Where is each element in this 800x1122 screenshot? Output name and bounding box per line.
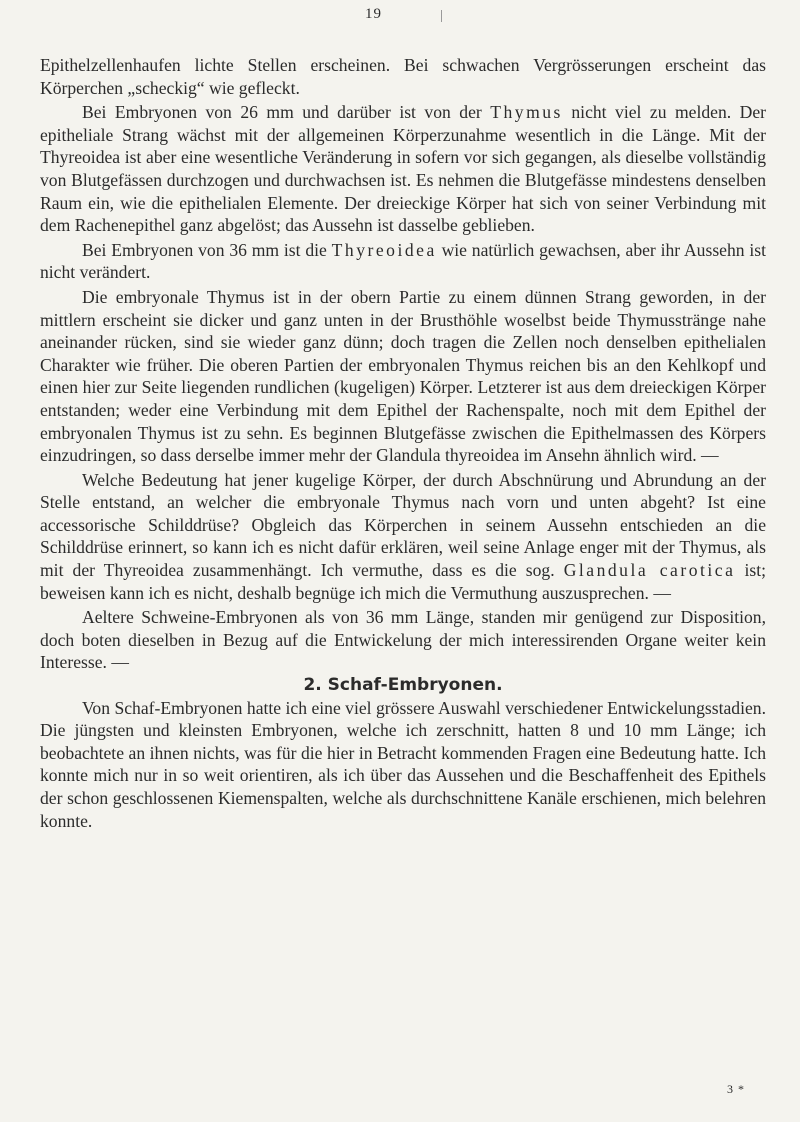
signature-mark: 3 *	[727, 1082, 745, 1096]
paragraph-2	[40, 101, 766, 237]
paragraph-1: Epithelzellenhaufen lichte Stellen erscheinen. Bei schwachen Vergrösserungen erscheint das Körperchen „scheckig“ wie gefleckt.	[40, 55, 766, 98]
paragraph-2-text-b: nicht viel zu melden. Der epitheliale Strang wächst mit der allgemeinen Körperzunahme wesentlich in die Länge. Mit der Thyreoidea ist aber eine wesentliche Veränderung in sofern vor sich gegangen, als dieselbe vollständig von Blutgefässen durchzogen und durchwachsen ist. Es nehmen die Blutgefässe mindestens denselben Raum ein, wie die epithelialen Elemente. Der dreieckige Körper hat sich von seiner Verbindung mit dem Rachenepithel ganz abgelöst; das Aussehn ist dasselbe geblieben.	[40, 102, 767, 236]
paragraph-5-text-a: Welche Bedeutung hat jener kugelige Körper, der durch Abschnürung und Abrundung an der Stelle entstand, an welcher die embryonale Thymus nach vorn und unten abgeht? Ist eine accessorische Schilddrüse? Obgleich das Körperchen in seinem Aussehn entschieden an die Schilddrüse erinnert, so kann ich es nicht dafür erklären, weil seine Anlage enger mit der Thymus, als mit der Thyreoidea zusammenhängt. Ich vermuthe, dass es die sog.	[40, 469, 766, 581]
section-paragraph: Von Schaf-Embryonen hatte ich eine viel grössere Auswahl verschiedener Entwickelungsstadien. Die jüngsten und kleinsten Embryonen, welche ich zerschnitt, hatten 8 und 10 mm Länge; ich beobachtete an ihnen nichts, was für die hier in Betracht kommenden Fragen eine Bedeutung hatte. Ich konnte mich nur in so weit orientiren, als ich über das Aussehen und die Beschaffenheit des Epithels der schon geschlossenen Kiemenspalten, welche als durchschnittene Kanäle erschienen, mich belehren konnte.	[40, 697, 766, 831]
term-thyreoidea: Thyreoidea	[331, 239, 437, 260]
paragraph-4: Die embryonale Thymus ist in der obern Partie zu einem dünnen Strang geworden, in der mittlern erscheint sie dicker und ganz unten in der Brusthöhle woselbst beide Thymusstränge nahe aneinander rücken, sind sie wieder ganz dünn; doch tragen die Zellen noch denselben epithelialen Charakter wie früher. Die oberen Partien der embryonalen Thymus reichen bis an den Kehlkopf und einen hier zur Seite liegenden rundlichen (kugeligen) Körper. Letzterer ist aus dem dreieckigen Körper entstanden; weder eine Verbindung mit dem Epithel der Rachenspalte, noch mit dem Epithel der embryonalen Thymus ist zu sehn. Es beginnen Blutgefässe zwischen die Epithelmassen des Körpers einzudringen, so dass derselbe immer mehr der Glandula thyreoidea im Ansehn ähnlich wird. —	[40, 286, 766, 466]
paragraph-3	[40, 239, 766, 284]
print-mark	[441, 10, 442, 22]
body-text	[40, 54, 766, 832]
paragraph-2-text-a: Bei Embryonen von 26 mm und darüber ist von der	[82, 102, 491, 123]
paragraph-3-text-b: wie natürlich gewachsen, aber ihr Aussehn ist nicht verändert.	[40, 239, 767, 283]
section-heading: 2. Schaf-Embryonen.	[303, 675, 503, 696]
term-glandula-carotica: Glandula carotica	[563, 560, 736, 581]
paragraph-3-text-a: Bei Embryonen von 36 mm ist die	[82, 239, 332, 260]
paragraph-5	[40, 469, 766, 605]
term-thymus: Thymus	[490, 102, 563, 123]
paragraph-5-text-b: ist; beweisen kann ich es nicht, deshalb begnüge ich mich die Vermuthung auszusprechen. —	[40, 560, 766, 603]
paragraph-6: Aeltere Schweine-Embryonen als von 36 mm Länge, standen mir genügend zur Disposition, doch boten dieselben in Bezug auf die Entwickelung der mich interessirenden Organe weiter kein Interesse. —	[40, 607, 766, 673]
page-number: 19	[365, 6, 382, 22]
